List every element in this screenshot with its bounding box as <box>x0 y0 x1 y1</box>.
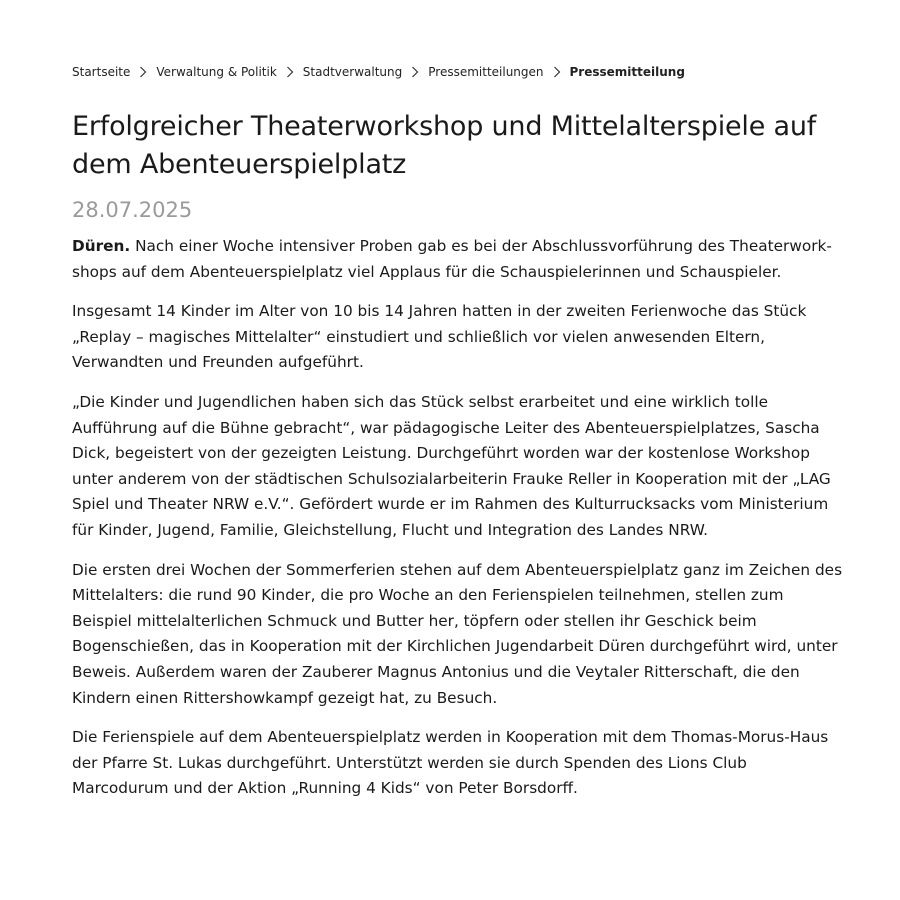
publish-date: 28.07.2025 <box>72 198 193 222</box>
article-paragraph: Insgesamt 14 Kinder im Alter von 10 bis 14 Jahren hatten in der zweiten Ferienwoche das Stück „Replay – magisches Mittelalter“ einstudiert und schließlich vor vielen anwesenden Eltern, Verwandten und Freunden aufgeführt. <box>72 302 807 372</box>
article-paragraph: „Die Kinder und Jugendlichen haben sich das Stück selbst erarbeitet und eine wirklich tolle Aufführung auf die Bühne gebracht“, war pädagogische Leiter des Abenteuerspielplatzes, Sascha Dick, begeistert von der gezeigten Leistung. Durchgeführt worden war der kostenlose Workshop unter anderem von der städtischen Schulsozialarbeiterin Frauke Reller in Kooperation mit der „LAG Spiel und Theater NRW e.V.“. Gefördert wurde er im Rahmen des Kulturrucksacks vom Ministerium für Kinder, Jugend, Familie, Gleichstellung, Flucht und Integration des Landes NRW. <box>72 392 831 539</box>
breadcrumb-link-stadtverwaltung[interactable]: Stadtverwaltung <box>302 65 403 79</box>
page-title: Erfolgreicher Theaterworkshop und Mittelalterspiele auf dem Abenteuerspielplatz <box>72 111 817 180</box>
lead-text: Nach einer Woche intensiver Proben gab es bei der Abschlussvorführung des Theaterworkshops auf dem Abenteuerspielplatz viel Applaus für die Schauspielerinnen und Schauspieler. <box>72 237 832 281</box>
breadcrumb-link-verwaltung-politik[interactable]: Verwaltung & Politik <box>156 65 277 79</box>
chevron-right-icon <box>550 65 564 79</box>
chevron-right-icon <box>136 65 150 79</box>
lead-place: Düren. <box>72 237 131 255</box>
article-paragraph: Die Ferienspiele auf dem Abenteuerspielplatz werden in Kooperation mit dem Thomas-Morus-Haus der Pfarre St. Lukas durchgeführt. Unterstützt werden sie durch Spenden des Lions Club Marcodurum und der Aktion „Running 4 Kids“ von Peter Borsdorff. <box>72 728 829 798</box>
breadcrumb-current: Pressemitteilung <box>569 65 685 79</box>
breadcrumb <box>72 64 844 80</box>
article-paragraph: Die ersten drei Wochen der Sommerferien stehen auf dem Abenteuerspielplatz ganz im Zeichen des Mittelalters: die rund 90 Kinder, die pro Woche an den Ferienspielen teilnehmen, stellen zum Beispiel mittelalterlichen Schmuck und Butter her, töpfern oder stellen ihr Geschick beim Bogenschießen, das in Kooperation mit der Kirchlichen Jugendarbeit Düren durchgeführt wird, unter Beweis. Außerdem waren der Zauberer Magnus Antonius und die Veytaler Ritterschaft, die den Kindern einen Rittershowkampf gezeigt hat, zu Besuch. <box>72 560 843 707</box>
chevron-right-icon <box>408 65 422 79</box>
article-lead <box>72 234 844 285</box>
chevron-right-icon <box>283 65 297 79</box>
breadcrumb-link-pressemitteilungen[interactable]: Pressemitteilungen <box>428 65 544 79</box>
article-body <box>72 234 844 802</box>
breadcrumb-link-startseite[interactable]: Startseite <box>72 65 131 79</box>
